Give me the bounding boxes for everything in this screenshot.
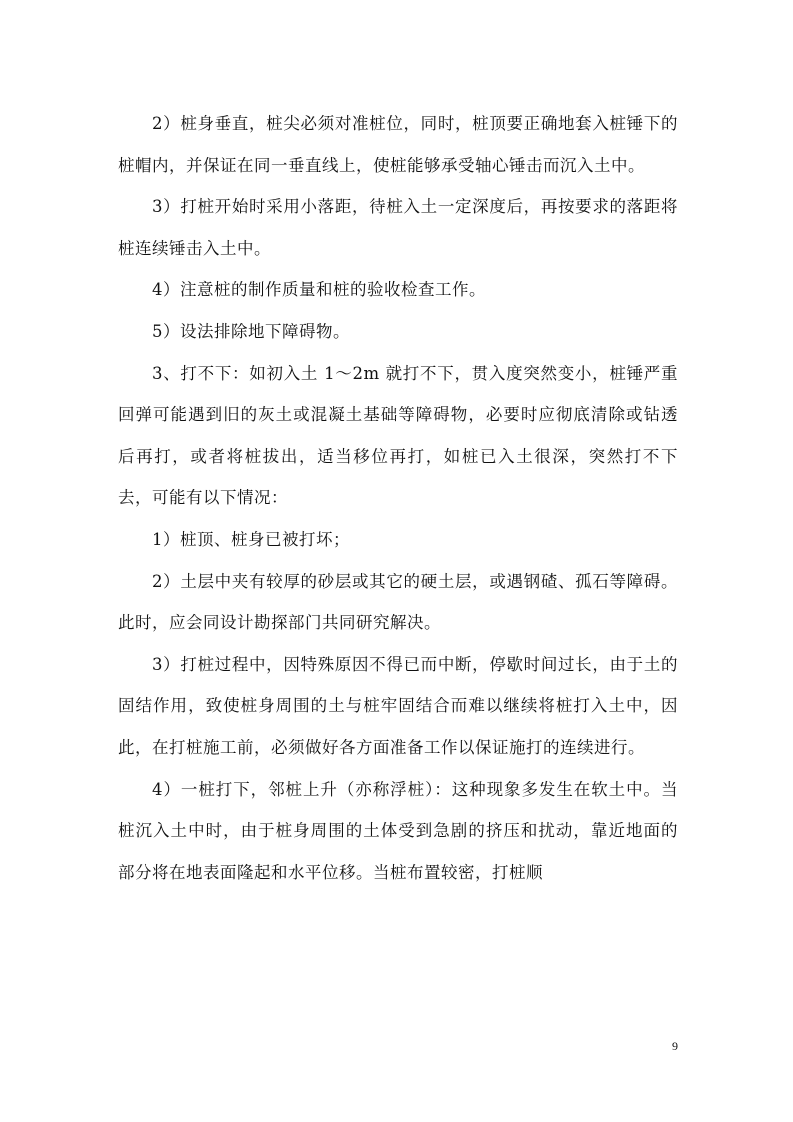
paragraph: 4）一桩打下，邻桩上升（亦称浮桩）：这种现象多发生在软土中。当桩沉入土中时，由于桩身周围的土体受到急剧的挤压和扰动，靠近地面的部分将在地表面隆起和水平位移。当桩布置较密，打桩顺 — [118, 779, 678, 882]
paragraph: 2）桩身垂直，桩尖必须对准桩位，同时，桩顶要正确地套入桩锤下的桩帽内，并保证在同一垂直线上，使桩能够承受轴心锤击而沉入土中。 — [118, 114, 678, 175]
document-body — [118, 103, 678, 893]
paragraph: 5）设法排除地下障碍物。 — [152, 321, 350, 341]
paragraph: 3）打桩开始时采用小落距，待桩入土一定深度后，再按要求的落距将桩连续锤击入土中。 — [118, 197, 678, 258]
paragraph: 2）土层中夹有较厚的砂层或其它的硬土层，或遇钢碴、孤石等障碍。此时，应会同设计勘探部门共同研究解决。 — [118, 571, 678, 633]
page-number: 9 — [672, 1039, 678, 1053]
paragraph: 1）桩顶、桩身已被打坏； — [152, 529, 350, 549]
paragraph: 4）注意桩的制作质量和桩的验收检查工作。 — [152, 280, 486, 300]
paragraph: 3、打不下：如初入土 1～2m 就打不下，贯入度突然变小，桩锤严重回弹可能遇到旧的灰土或混凝土基础等障碍物，必要时应彻底清除或钻透后再打，或者将桩拔出，适当移位再打，如桩已入土很深，突然打不下去，可能有以下情况： — [118, 363, 678, 508]
paragraph: 3）打桩过程中，因特殊原因不得已而中断，停歇时间过长，由于土的固结作用，致使桩身周围的土与桩牢固结合而难以继续将桩打入土中，因此，在打桩施工前，必须做好各方面准备工作以保证施打的连续进行。 — [118, 654, 678, 757]
